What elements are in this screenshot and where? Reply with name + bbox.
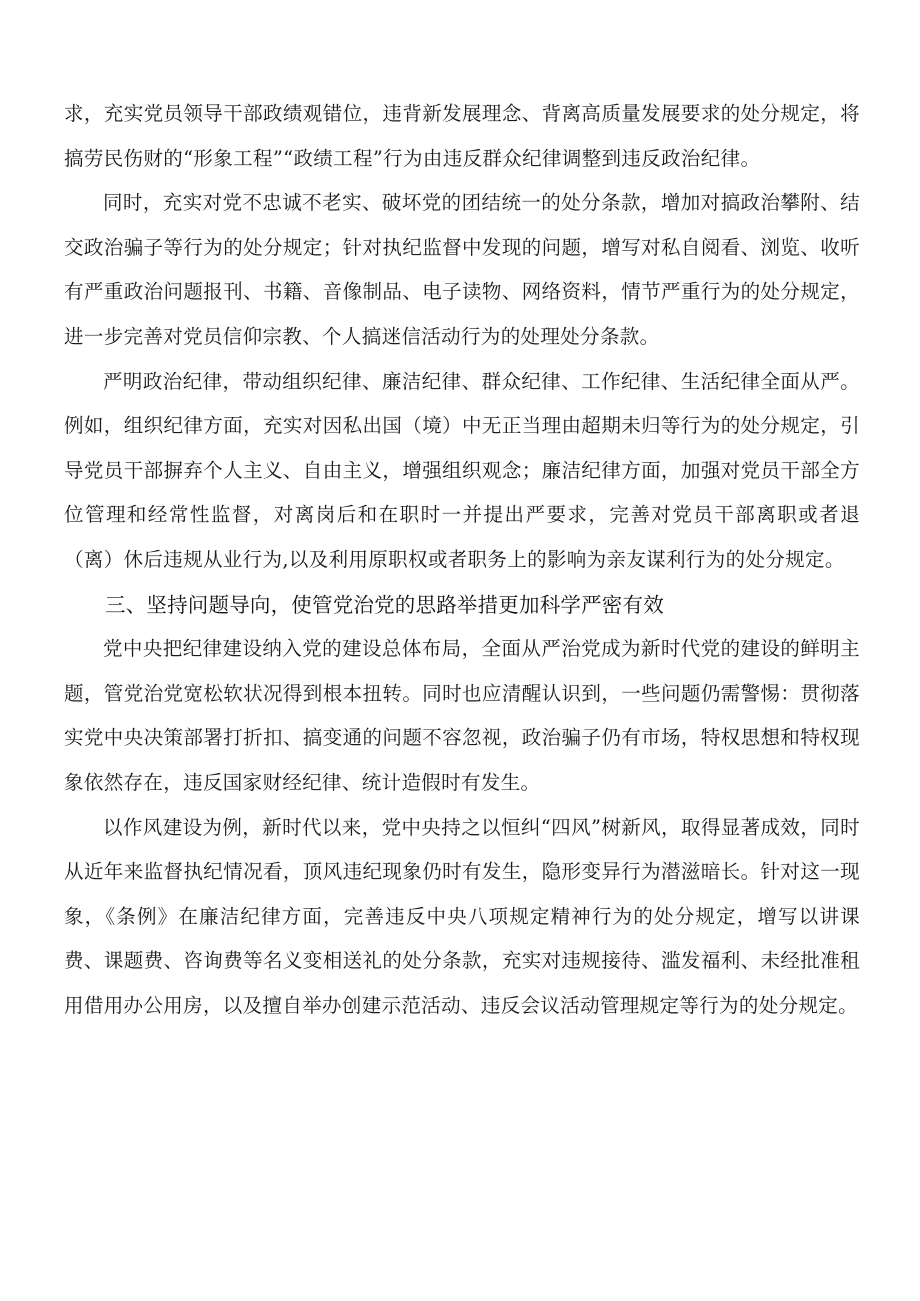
section-heading: 三、坚持问题导向，使管党治党的思路举措更加科学严密有效 — [105, 592, 664, 617]
paragraph-continuation: 求，充实党员领导干部政绩观错位，违背新发展理念、背离高质量发展要求的处分规定，将搞劳民伤财的“形象工程”“政绩工程”行为由违反群众纪律调整到违反政治纪律。 — [64, 102, 860, 170]
paragraph: 严明政治纪律，带动组织纪律、廉洁纪律、群众纪律、工作纪律、生活纪律全面从严。例如，组织纪律方面，充实对因私出国（境）中无正当理由超期未归等行为的处分规定，引导党员干部摒弃个人主义、自由主义，增强组织观念；廉洁纪律方面，加强对党员干部全方位管理和经常性监督，对离岗后和在职时一并提出严要求，完善对党员干部离职或者退（离）休后违规从业行为,以及利用原职权或者职务上的影响为亲友谋利行为的处分规定。 — [64, 369, 860, 571]
document-body — [64, 92, 860, 1028]
paragraph: 以作风建设为例，新时代以来，党中央持之以恒纠“四风”树新风，取得显著成效，同时从近年来监督执纪情况看，顶风违纪现象仍时有发生，隐形变异行为潜滋暗长。针对这一现象，《条例》在廉洁纪律方面，完善违反中央八项规定精神行为的处分规定，增写以讲课费、课题费、咨询费等名义变相送礼的处分条款，充实对违规接待、滥发福利、未经批准租用借用办公用房，以及擅自举办创建示范活动、违反会议活动管理规定等行为的处分规定。 — [64, 815, 860, 1017]
paragraph: 同时，充实对党不忠诚不老实、破坏党的团结统一的处分条款，增加对搞政治攀附、结交政治骗子等行为的处分规定；针对执纪监督中发现的问题，增写对私自阅看、浏览、收听有严重政治问题报刊、书籍、音像制品、电子读物、网络资料，情节严重行为的处分规定，进一步完善对党员信仰宗教、个人搞迷信活动行为的处理处分条款。 — [64, 191, 860, 348]
paragraph: 党中央把纪律建设纳入党的建设总体布局，全面从严治党成为新时代党的建设的鲜明主题，管党治党宽松软状况得到根本扭转。同时也应清醒认识到，一些问题仍需警惕：贯彻落实党中央决策部署打折扣、搞变通的问题不容忽视，政治骗子仍有市场，特权思想和特权现象依然存在，违反国家财经纪律、统计造假时有发生。 — [64, 637, 860, 794]
